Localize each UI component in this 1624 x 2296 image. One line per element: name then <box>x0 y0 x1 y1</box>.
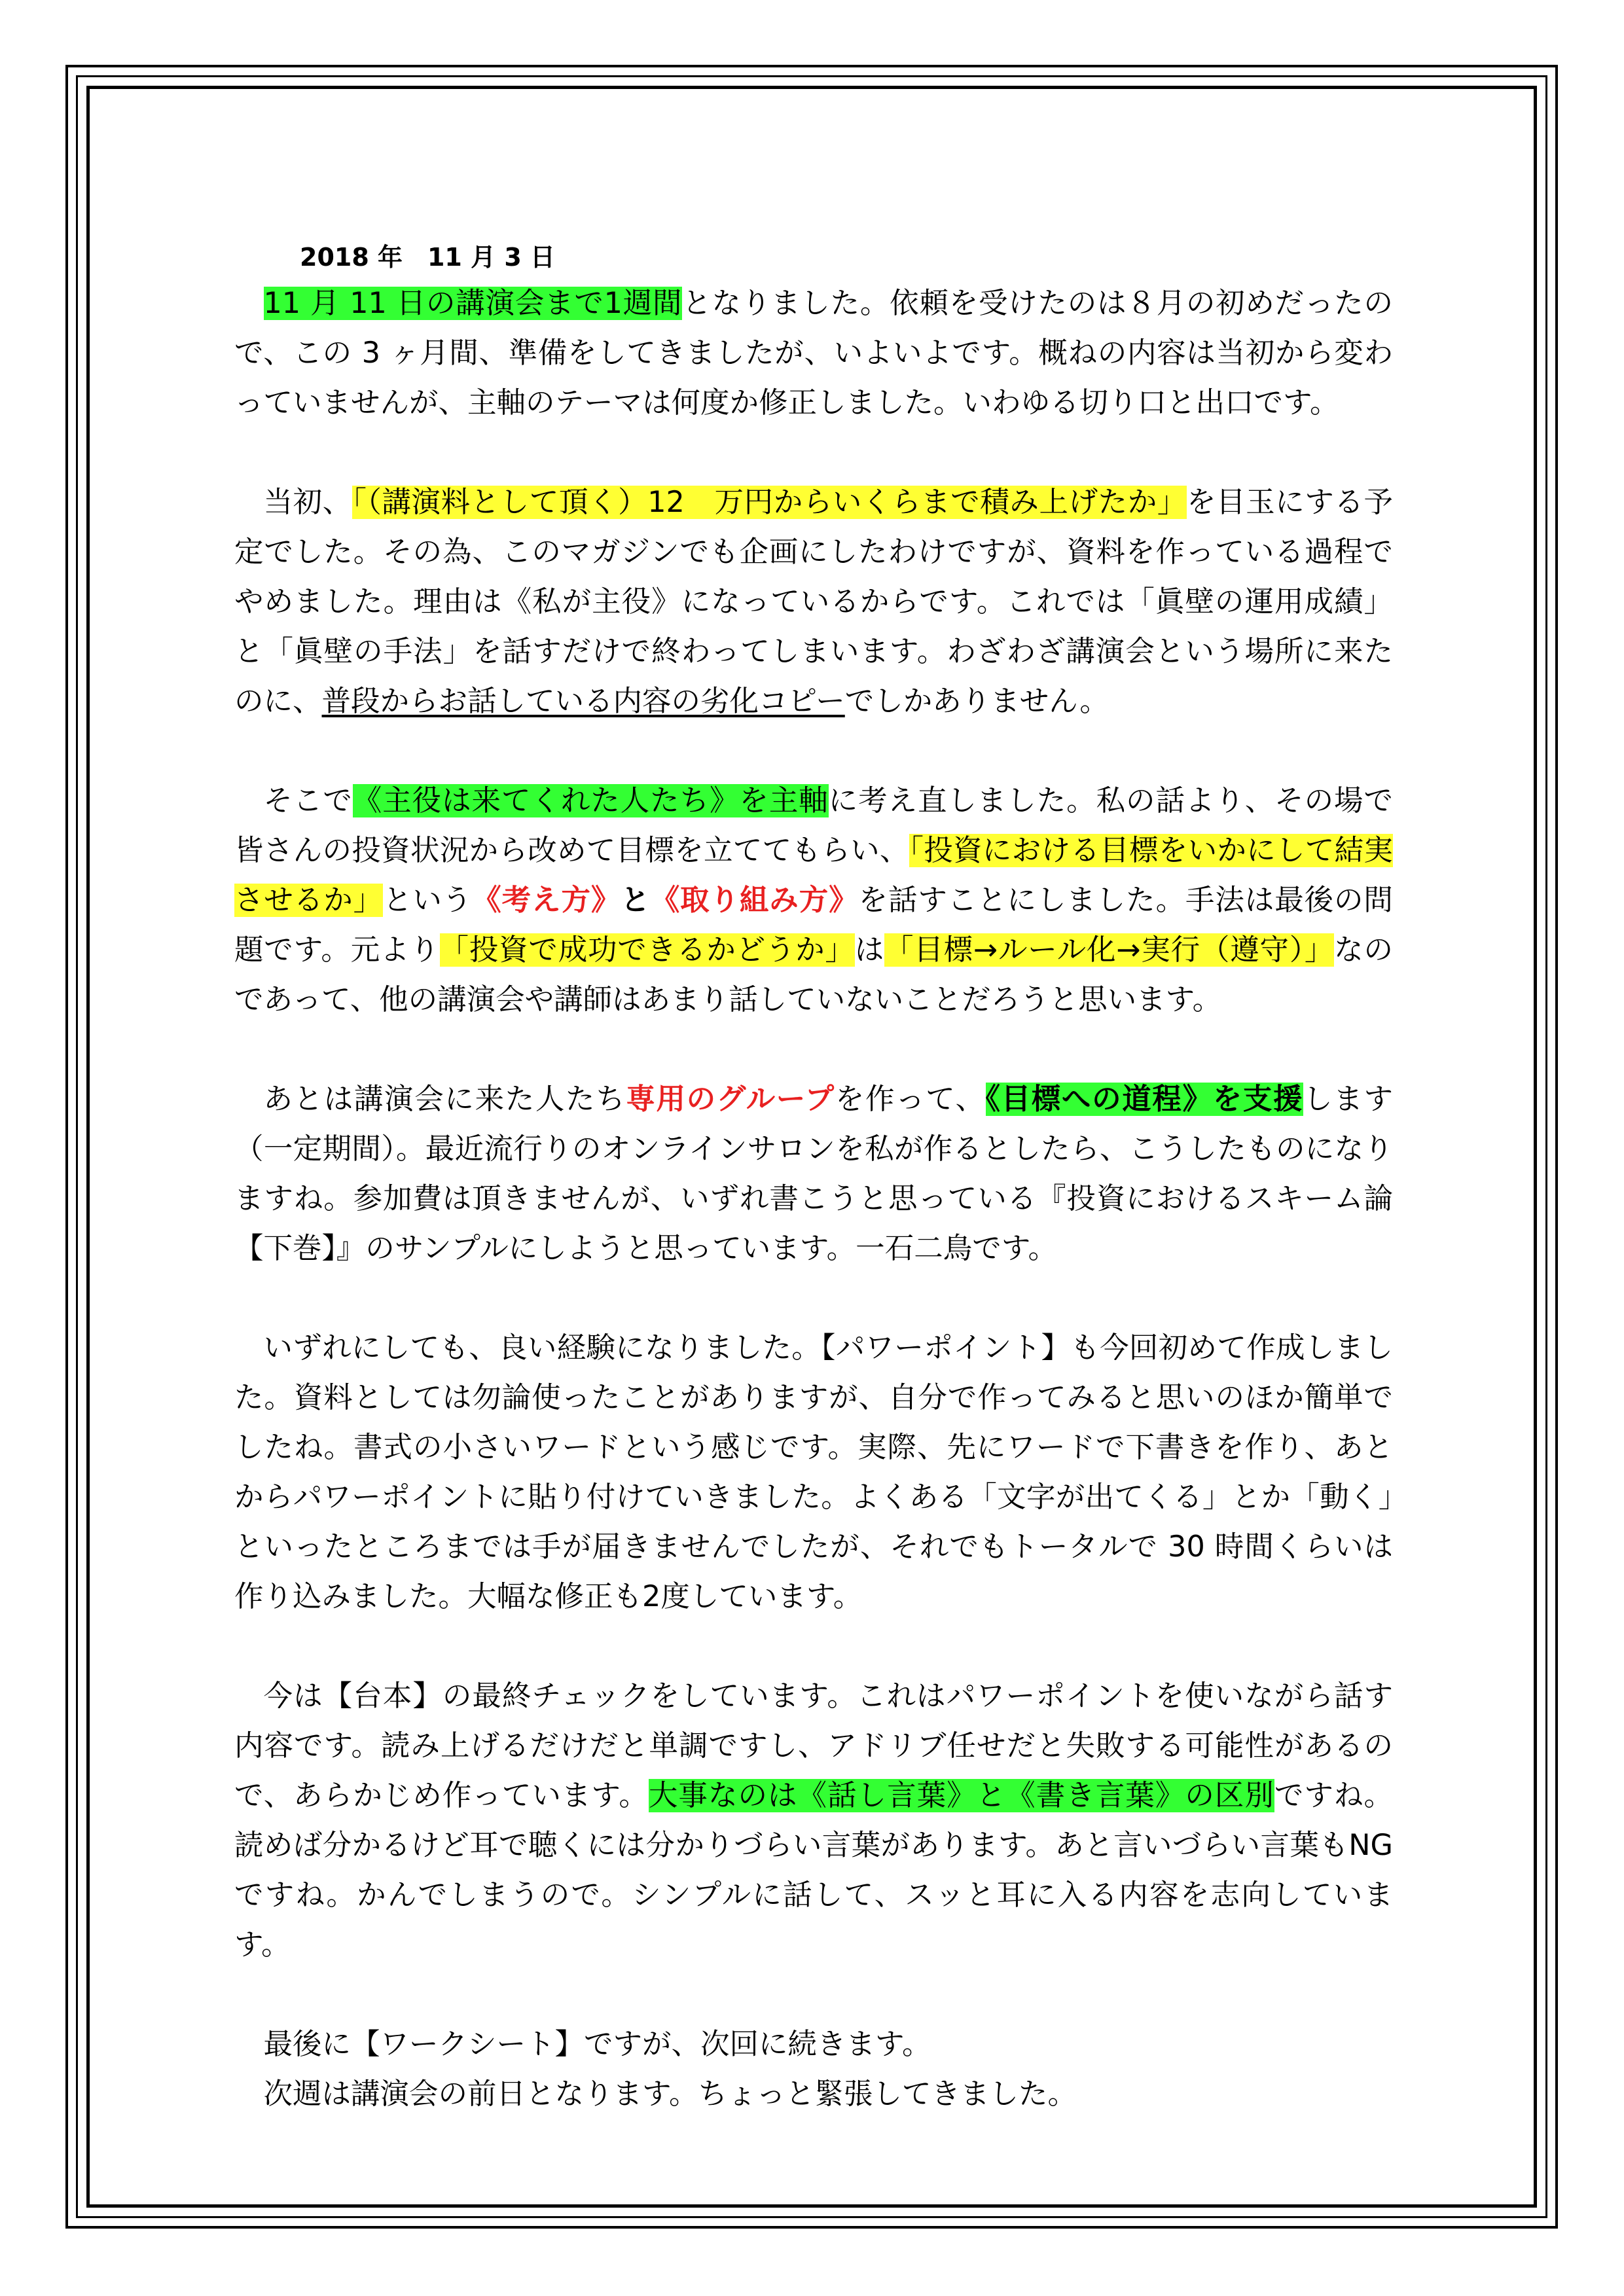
highlight-goal-support: 《目標への道程》を支援 <box>985 1083 1304 1116</box>
highlight-main-axis: 《主役は来てくれた人たち》を主軸 <box>352 784 829 817</box>
paragraph-3-text-d: を話すことにしました。手法は最後の問題です。元より <box>234 884 1393 967</box>
paragraph-2-text-a: 当初、 <box>263 486 352 519</box>
paragraph-6-text-a: 今は【台本】の最終チェックをしています。これはパワーポイントを使いながら話す内容です。読み上げるだけだと単調ですし、アドリブ任せだと失敗する可能性があるので、あらかじめ作っています。 <box>234 1679 1393 1812</box>
paragraph-3-text-a: そこで <box>263 784 353 817</box>
paragraph-4-text-c: します（一定期間）。最近流行りのオンラインサロンを私が作るとしたら、こうしたものになりますね。参加費は頂きませんが、いずれ書こうと思っている『投資におけるスキーム論【下巻】』のサンプルにしようと思っています。一石二鳥です。 <box>234 1083 1393 1265</box>
closing-line-2: 次週は講演会の前日となります。ちょっと緊張してきました。 <box>263 2077 1077 2111</box>
paragraph-1-text: となりました。依頼を受けたのは８月の初めだったので、この 3 ヶ月間、準備をしてきましたが、いよいよです。概ねの内容は当初から変わっていませんが、主軸のテーマは何度か修正しました。いわゆる切り口と出口です。 <box>234 287 1393 420</box>
underlined-phrase: 普段からお話している内容の劣化コピー <box>321 685 845 718</box>
highlight-lecture-countdown: 11 月 11 日の講演会まで1週間 <box>263 287 683 320</box>
paragraph-3-text-b: に考え直しました。私の話より、その場で皆さんの投資状況から改めて目標を立ててもらい、 <box>234 784 1393 867</box>
paragraph-3-conjunction: と <box>621 884 651 917</box>
highlight-goal-rule-execution: 「目標→ルール化→実行（遵守）」 <box>884 933 1335 967</box>
highlight-investment-success: 「投資で成功できるかどうか」 <box>439 933 855 967</box>
emphasis-dedicated-group: 専用のグループ <box>626 1083 835 1116</box>
emphasis-way-of-thinking: 《考え方》 <box>472 884 621 917</box>
emphasis-approach: 《取り組み方》 <box>650 884 859 917</box>
paragraph-6 <box>234 1672 1393 1970</box>
paragraph-3 <box>234 776 1393 1025</box>
paragraph-3-text-f: なのであって、他の講演会や講師はあまり話していないことだろうと思います。 <box>234 933 1393 1016</box>
highlight-spoken-vs-written: 大事なのは《話し言葉》と《書き言葉》の区別 <box>648 1779 1274 1812</box>
paragraph-2 <box>234 478 1393 726</box>
paragraph-2-text-c: でしかありません。 <box>844 685 1109 718</box>
highlight-goal-realization: 「投資における目標をいかにして結実させるか」 <box>234 834 1393 917</box>
paragraph-6-text-b: ですね。読めば分かるけど耳で聴くには分かりづらい言葉があります。あと言いづらい言葉もNGですね。かんでしまうので。シンプルに話して、スッと耳に入る内容を志向しています。 <box>234 1779 1393 1962</box>
highlight-lecture-fee: 「（講演料として頂く）12 万円からいくらまで積み上げたか」 <box>352 486 1187 519</box>
closing-line-1: 最後に【ワークシート】ですが、次回に続きます。 <box>263 2028 931 2061</box>
paragraph-4-text-b: を作って、 <box>835 1083 986 1116</box>
paragraph-3-text-c: という <box>383 884 473 917</box>
document-date: 2018 年 11 月 3 日 <box>300 243 556 272</box>
paragraph-5: いずれにしても、良い経験になりました。【パワーポイント】も今回初めて作成しました。資料としては勿論使ったことがありますが、自分で作ってみると思いのほか簡単でしたね。書式の小さいワードという感じです。実際、先にワードで下書きを作り、あとからパワーポイントに貼り付けていきました。よくある「文字が出てくる」とか「動く」といったところまでは手が届きませんでしたが、それでもトータルで 30 時間くらいは作り込みました。大幅な修正も2度しています。 <box>234 1331 1393 1613</box>
paragraph-2-text-b: を目玉にする予定でした。その為、このマガジンでも企画にしたわけですが、資料を作っている過程でやめました。理由は《私が主役》になっているからです。これでは「眞壁の運用成績」と「眞壁の手法」を話すだけで終わってしまいます。わざわざ講演会という場所に来たのに、 <box>234 486 1393 718</box>
paragraph-4-text-a: あとは講演会に来た人たち <box>263 1083 626 1116</box>
paragraph-4 <box>234 1075 1393 1274</box>
document-body <box>234 236 1393 2119</box>
paragraph-1 <box>234 279 1393 428</box>
paragraph-3-text-e: は <box>854 933 884 967</box>
